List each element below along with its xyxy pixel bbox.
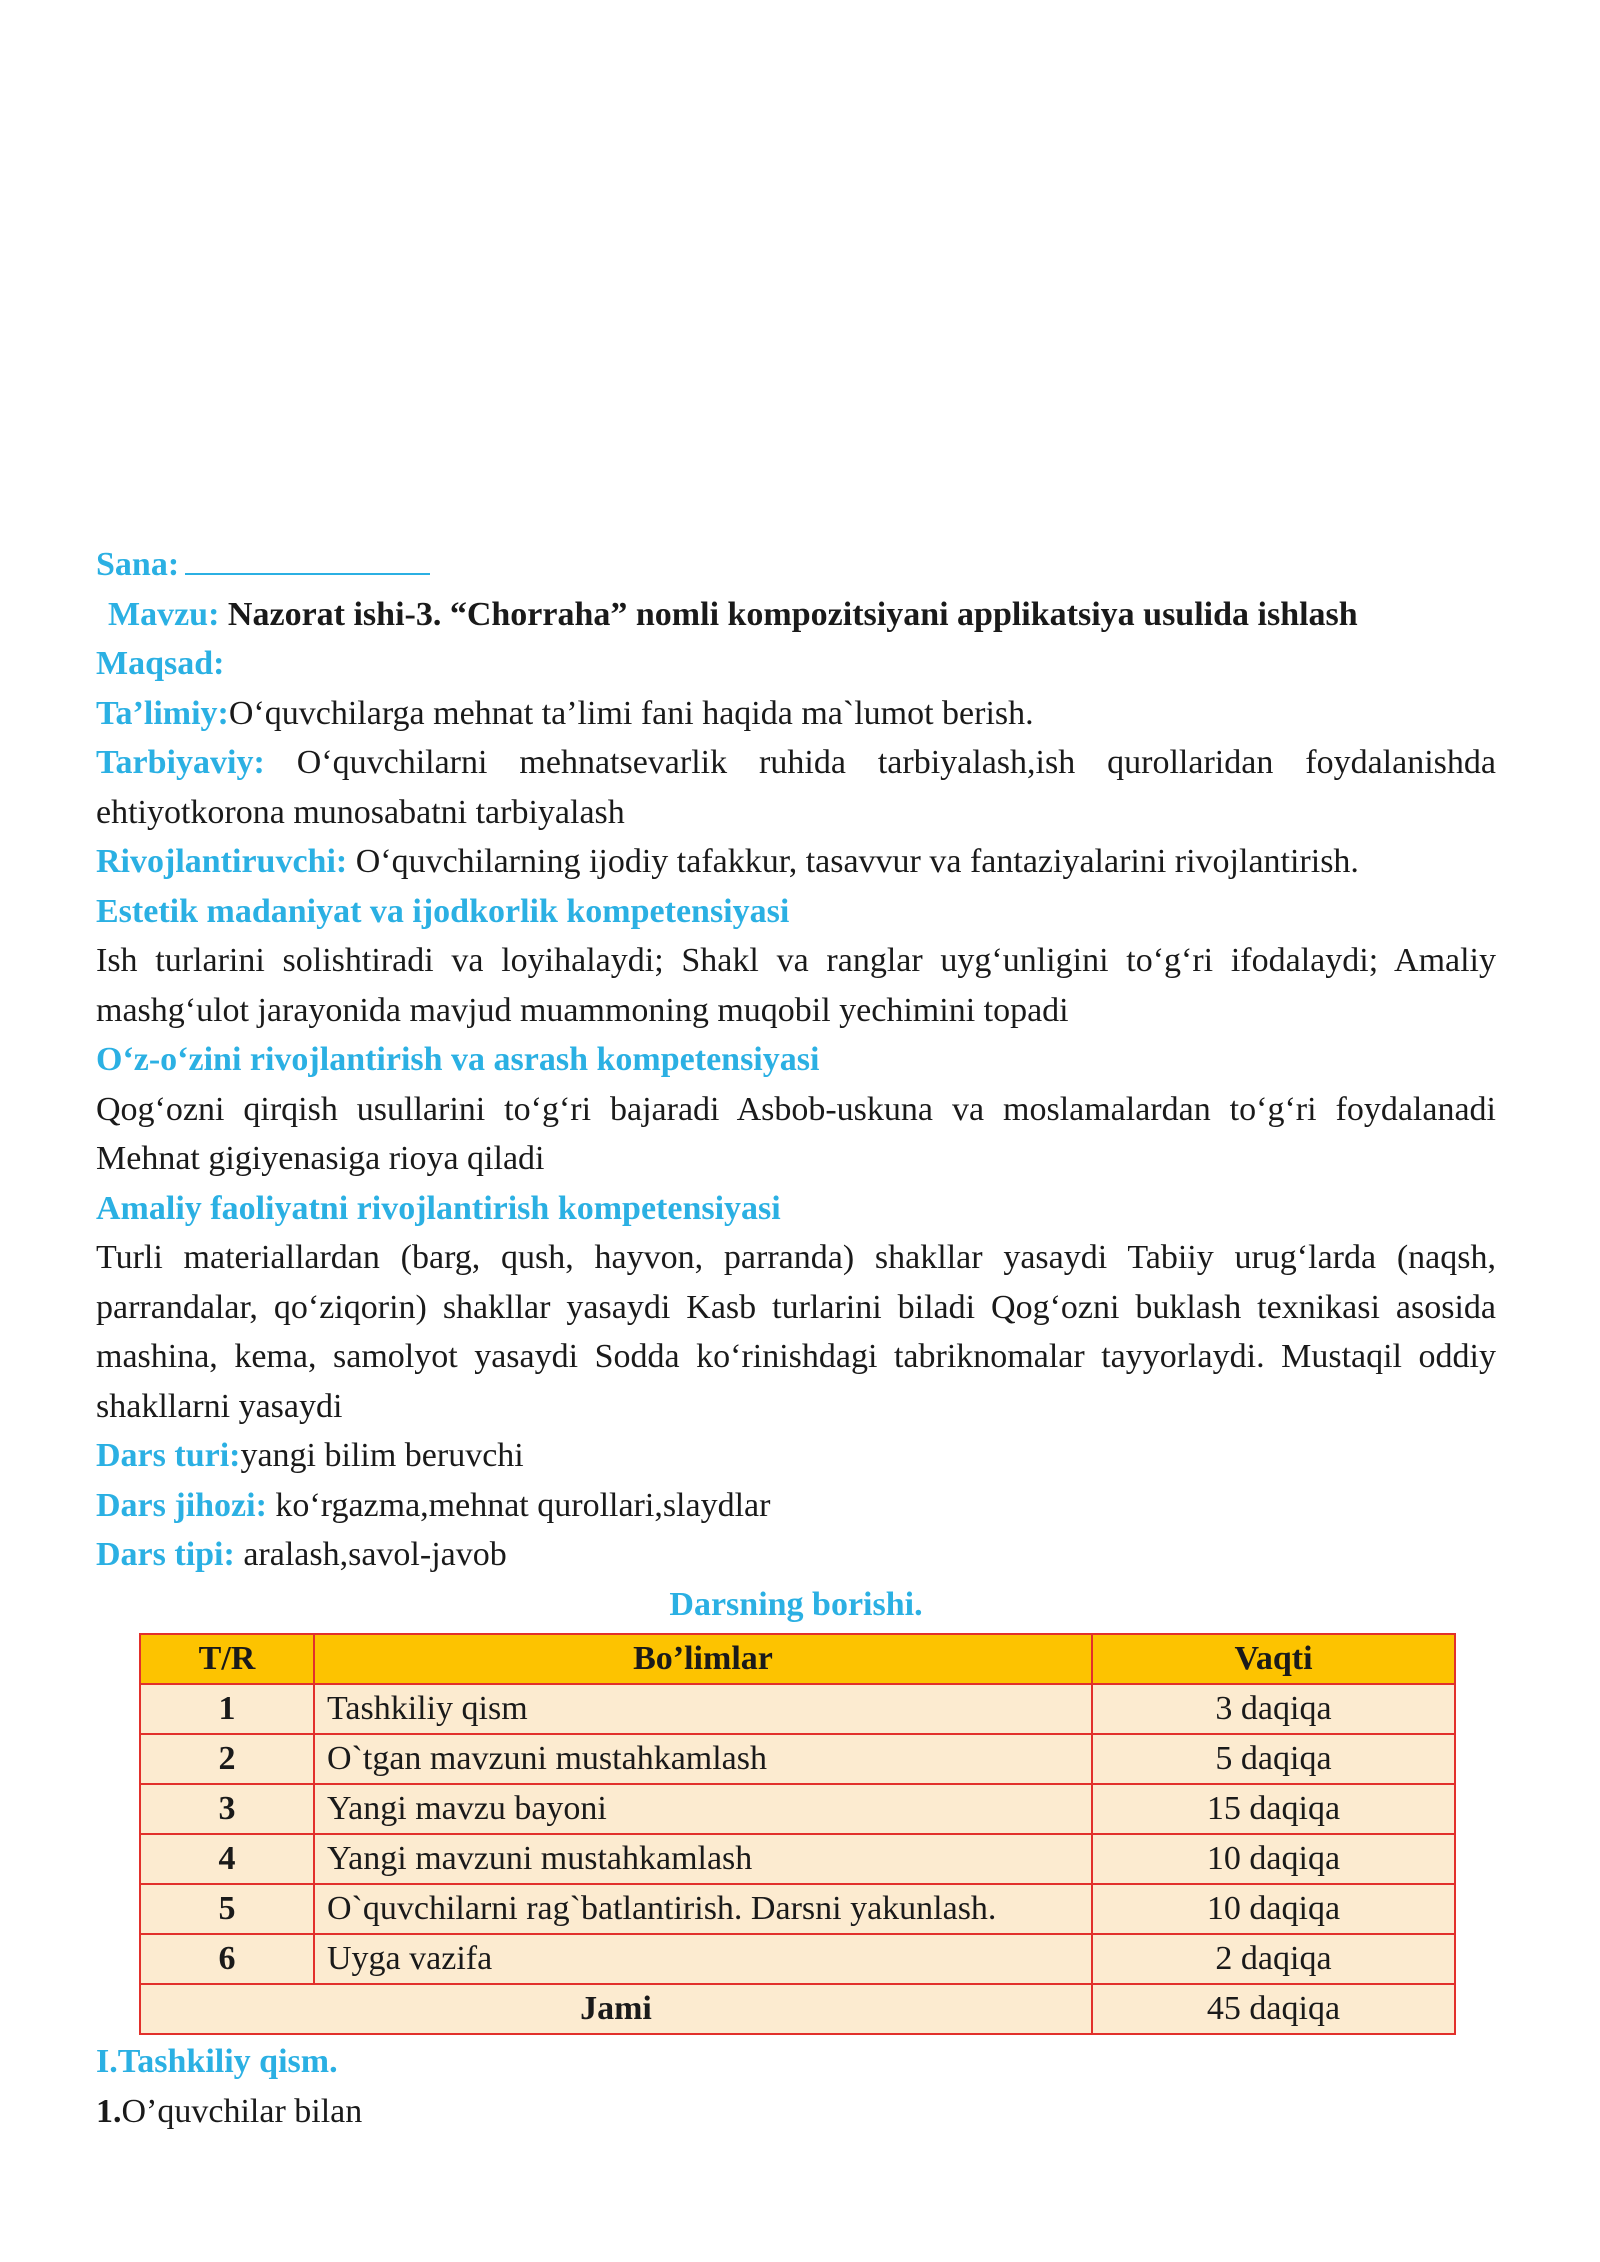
last-line-num: 1.	[96, 2092, 122, 2130]
table-header-row	[140, 1634, 1455, 1684]
dars-tipi-label: Dars tipi:	[96, 1536, 235, 1573]
row-time: 5 daqiqa	[1092, 1734, 1455, 1784]
row-section: Yangi mavzuni mustahkamlash	[314, 1834, 1092, 1884]
row-section: O`tgan mavzuni mustahkamlash	[314, 1734, 1092, 1784]
rivojlantiruvchi-label: Rivojlantiruvchi:	[96, 843, 348, 880]
dars-turi-text: yangi bilim beruvchi	[240, 1437, 524, 1474]
tarbiyaviy-text: O‘quvchilarni mehnatsevarlik ruhida tarbiyalash,ish qurollaridan foydalanishda ehtiyotkorona munosabatni tarbiyalash	[96, 744, 1496, 831]
row-section: Yangi mavzu bayoni	[314, 1784, 1092, 1834]
row-num: 1	[140, 1684, 314, 1734]
row-num: 2	[140, 1734, 314, 1784]
dars-jihozi-label: Dars jihozi:	[96, 1486, 267, 1524]
table-row	[140, 1684, 1455, 1734]
mavzu-line	[96, 590, 1496, 640]
mavzu-text: Nazorat ishi-3. “Chorraha” nomli kompozitsiyani applikatsiya usulida ishlash	[227, 595, 1358, 633]
estetik-text: Ish turlarini solishtiradi va loyihalaydi; Shakl va ranglar uyg‘unligini to‘g‘ri ifodalaydi; Amaliy mashg‘ulot jarayonida mavjud muammoning muqobil yechimini topadi	[96, 942, 1496, 1029]
amaliy-heading: Amaliy faoliyatni rivojlantirish kompetensiyasi	[96, 1189, 781, 1227]
talimiy-line	[96, 689, 1496, 739]
dars-turi-line	[96, 1431, 1496, 1481]
amaliy-text: Turli materiallardan (barg, qush, hayvon, parranda) shakllar yasaydi Tabiiy urug‘larda (naqsh, parrandalar, qo‘ziqorin) shakllar yasaydi Kasb turlarini biladi Qog‘ozni buklash texnikasi asosida mashina, kema, samolyot yasaydi Sodda ko‘rinishdagi tabriknomalar tayyorlaydi. Mustaqil oddiy shakllarni yasaydi	[96, 1239, 1496, 1425]
tarbiyaviy-line	[96, 738, 1496, 837]
dars-tipi-line	[96, 1530, 1496, 1580]
ozozini-heading: O‘z-o‘zini rivojlantirish va asrash kompetensiyasi	[96, 1041, 820, 1078]
maqsad-line	[96, 639, 1496, 689]
table-row	[140, 1734, 1455, 1784]
row-num: 3	[140, 1784, 314, 1834]
mavzu-label: Mavzu:	[108, 595, 220, 633]
table-row	[140, 1884, 1455, 1934]
total-label: Jami	[140, 1984, 1092, 2034]
lesson-plan-table	[139, 1633, 1456, 2035]
row-section: O`quvchilarni rag`batlantirish. Darsni yakunlash.	[314, 1884, 1092, 1934]
header-tr: T/R	[140, 1634, 314, 1684]
borishi-heading: Darsning borishi.	[669, 1585, 923, 1623]
table-row	[140, 1834, 1455, 1884]
ozozini-text: Qog‘ozni qirqish usullarini to‘g‘ri bajaradi Asbob-uskuna va moslamalardan to‘g‘ri foydalanadi Mehnat gigiyenasiga rioya qiladi	[96, 1090, 1496, 1177]
talimiy-label: Ta’limiy:	[96, 694, 229, 732]
dars-tipi-text: aralash,savol-javob	[234, 1536, 507, 1573]
row-time: 10 daqiqa	[1092, 1884, 1455, 1934]
row-time: 10 daqiqa	[1092, 1834, 1455, 1884]
row-num: 4	[140, 1834, 314, 1884]
maqsad-label: Maqsad:	[96, 645, 225, 682]
row-time: 2 daqiqa	[1092, 1934, 1455, 1984]
dars-jihozi-text: ko‘rgazma,mehnat qurollari,slaydlar	[266, 1486, 771, 1524]
table-row	[140, 1784, 1455, 1834]
tarbiyaviy-label: Tarbiyaviy:	[96, 744, 265, 781]
lesson-plan-page	[96, 540, 1496, 2136]
row-section: Tashkiliy qism	[314, 1684, 1092, 1734]
rivojlantiruvchi-text: O‘quvchilarning ijodiy tafakkur, tasavvur va fantaziyalarini rivojlantirish.	[347, 843, 1359, 880]
header-bolimlar: Bo’limlar	[314, 1634, 1092, 1684]
sana-line	[96, 540, 1496, 590]
last-line	[96, 2087, 1496, 2137]
rivojlantiruvchi-line	[96, 837, 1496, 887]
row-time: 15 daqiqa	[1092, 1784, 1455, 1834]
sana-label: Sana:	[96, 546, 180, 583]
total-time: 45 daqiqa	[1092, 1984, 1455, 2034]
row-num: 5	[140, 1884, 314, 1934]
tashkiliy-heading: I.Tashkiliy qism.	[96, 2043, 338, 2080]
row-num: 6	[140, 1934, 314, 1984]
talimiy-text: O‘quvchilarga mehnat ta’limi fani haqida ma`lumot berish.	[228, 694, 1034, 732]
dars-turi-label: Dars turi:	[96, 1437, 241, 1474]
sana-blank	[185, 543, 430, 575]
table-row	[140, 1934, 1455, 1984]
header-vaqti: Vaqti	[1092, 1634, 1455, 1684]
last-line-text: O’quvchilar bilan	[121, 2092, 363, 2130]
dars-jihozi-line	[96, 1481, 1496, 1531]
row-section: Uyga vazifa	[314, 1934, 1092, 1984]
estetik-heading: Estetik madaniyat va ijodkorlik kompetensiyasi	[96, 892, 790, 930]
table-total-row	[140, 1984, 1455, 2034]
row-time: 3 daqiqa	[1092, 1684, 1455, 1734]
